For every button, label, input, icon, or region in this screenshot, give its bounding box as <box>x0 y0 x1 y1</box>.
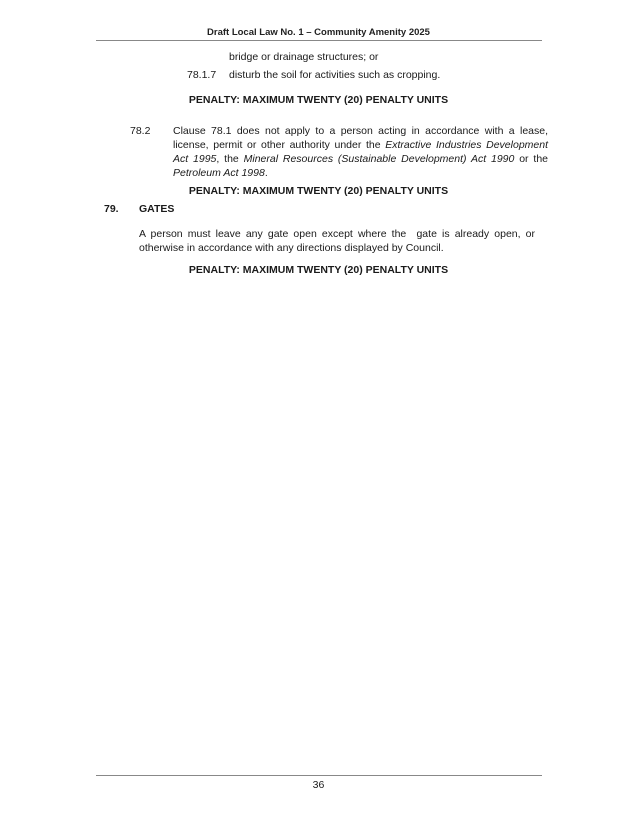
header-divider <box>96 40 542 41</box>
clause-78-2-line-4 <box>173 166 548 180</box>
section-79-line-1: A person must leave any gate open except where the gate is already open, or <box>139 228 535 240</box>
act-title-extractive-industries: Extractive Industries Development <box>385 139 548 151</box>
clause-78-2-line-3 <box>173 152 548 166</box>
clause-78-2-line-1: Clause 78.1 does not apply to a person acting in accordance with a lease, <box>173 125 548 137</box>
penalty-statement-3: PENALTY: MAXIMUM TWENTY (20) PENALTY UNITS <box>188 264 449 276</box>
penalty-statement-1: PENALTY: MAXIMUM TWENTY (20) PENALTY UNITS <box>188 94 449 106</box>
act-title-mineral-resources: Mineral Resources (Sustainable Development) Act 1990 <box>243 153 515 165</box>
act-title-petroleum: Petroleum Act 1998 <box>173 167 265 179</box>
document-title: Draft Local Law No. 1 – Community Amenity 2025 <box>207 27 430 38</box>
section-number-79: 79. <box>104 203 119 215</box>
clause-78-2-text: or the <box>514 153 548 165</box>
penalty-statement-2: PENALTY: MAXIMUM TWENTY (20) PENALTY UNITS <box>188 185 449 197</box>
page-number: 36 <box>312 779 325 791</box>
act-year-1995: Act 1995 <box>173 153 217 165</box>
clause-78-2-text: , the <box>216 153 244 165</box>
section-heading-gates: GATES <box>139 203 175 215</box>
clause-78-2-text: . <box>264 167 268 179</box>
continuation-text: bridge or drainage structures; or <box>229 51 379 63</box>
clause-78-2-text: license, permit or other authority under the <box>173 139 386 151</box>
clause-number-78-2: 78.2 <box>130 125 151 137</box>
item-text-78-1-7: disturb the soil for activities such as cropping. <box>229 69 441 81</box>
section-79-line-2: otherwise in accordance with any directions displayed by Council. <box>139 242 444 254</box>
footer-divider <box>96 775 542 776</box>
clause-text-78-2 <box>173 124 548 180</box>
clause-78-2-line-2 <box>173 138 548 152</box>
item-number-78-1-7: 78.1.7 <box>187 69 217 81</box>
section-79-text <box>139 227 535 255</box>
